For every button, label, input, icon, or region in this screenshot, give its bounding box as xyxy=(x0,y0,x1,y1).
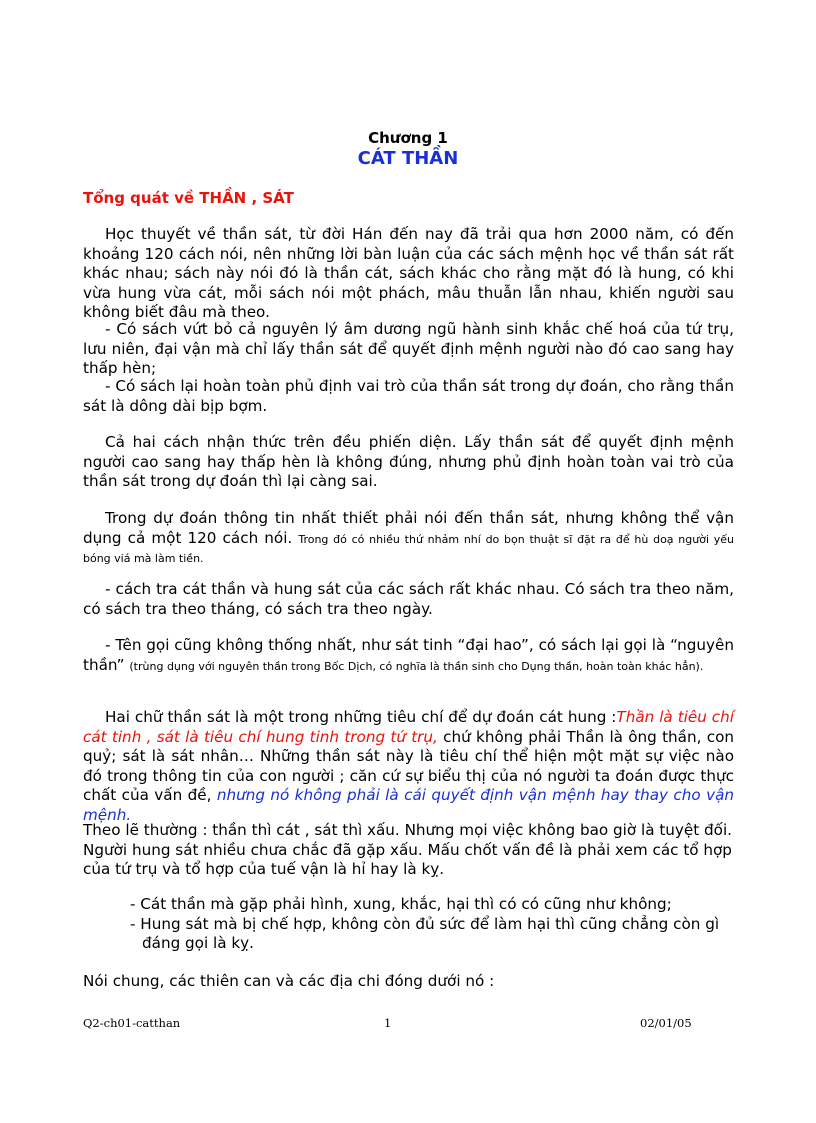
paragraph-4: Cả hai cách nhận thức trên đều phiến diện. Lấy thần sát để quyết định mệnh người cao sang hay thấp hèn là không đúng, nhưng phủ định hoàn toàn vai trò của thần sát trong dự đoán thì lại càng sai. xyxy=(83,433,734,490)
paragraph-8-red-emphasis: Thần là tiêu chí cát tinh , sát là tiêu chí hung tinh trong tứ trụ, xyxy=(83,708,734,746)
footer-filename: Q2-ch01-catthan xyxy=(83,1016,181,1030)
paragraph-7-note: (trùng dụng với nguyên thần trong Bốc Dịch, có nghĩa là thần sinh cho Dụng thần, hoàn toàn khác hẳn). xyxy=(129,659,704,673)
paragraph-9: Theo lẽ thường : thần thì cát , sát thì xấu. Nhưng mọi việc không bao giờ là tuyệt đối. Người hung sát nhiều chưa chắc đã gặp xấu. Mấu chốt vấn đề là phải xem các tổ hợp của tứ trụ và tổ hợp của tuế vận là hỉ hay là kỵ. xyxy=(83,821,733,878)
paragraph-1: Học thuyết về thần sát, từ đời Hán đến nay đã trải qua hơn 2000 năm, có đến khoảng 120 cách nói, nên những lời bàn luận của các sách mệnh học về thần sát rất khác nhau; sách này nói đó là thần cát, sách khác cho rằng mặt đó là hung, có khi vừa hung vừa cát, mỗi sách nói một phách, mâu thuẫn lẫn nhau, khiến người sau không biết đâu mà theo. xyxy=(83,225,734,321)
paragraph-8-text-a: Hai chữ thần sát là một trong những tiêu chí để dự đoán cát hung : xyxy=(105,708,617,726)
paragraph-7-main: - Tên gọi cũng không thống nhất, như sát tinh “đại hao”, có sách lại gọi là “nguyên thần” xyxy=(83,636,734,674)
paragraph-5-main: Trong dự đoán thông tin nhất thiết phải nói đến thần sát, nhưng không thể vận dụng cả một 120 cách nói. xyxy=(83,509,734,547)
paragraph-5-note: Trong đó có nhiều thứ nhảm nhí do bọn thuật sĩ đặt ra để hù doạ người yếu bóng viá mà làm tiền. xyxy=(83,532,735,565)
paragraph-8-blue-emphasis: nhưng nó không phải là cái quyết định vận mệnh hay thay cho vận mệnh. xyxy=(83,786,735,824)
paragraph-7 xyxy=(83,636,734,675)
paragraph-8 xyxy=(83,708,734,825)
paragraph-2: - Có sách vứt bỏ cả nguyên lý âm dương ngũ hành sinh khắc chế hoá của tứ trụ, lưu niên, đại vận mà chỉ lấy thần sát để quyết định mệnh người nào đó cao sang hay thấp hèn; xyxy=(83,320,734,377)
paragraph-10: Nói chung, các thiên can và các địa chi đóng dưới nó : xyxy=(83,972,495,990)
footer-date: 02/01/05 xyxy=(640,1016,692,1030)
paragraph-5 xyxy=(83,509,734,568)
paragraph-6: - cách tra cát thần và hung sát của các sách rất khác nhau. Có sách tra theo năm, có sách tra theo tháng, có sách tra theo ngày. xyxy=(83,580,734,618)
chapter-label: Chương 1 xyxy=(368,129,448,147)
section-heading: Tổng quát về THẦN , SÁT xyxy=(83,189,294,207)
footer-page-number: 1 xyxy=(384,1016,392,1030)
rule-list xyxy=(130,895,734,954)
list-item: - Cát thần mà gặp phải hình, xung, khắc, hại thì có có cũng như không; xyxy=(130,895,672,913)
list-item: - Hung sát mà bị chế hợp, không còn đủ sức để làm hại thì cũng chẳng còn gì đáng gọi là kỵ. xyxy=(130,914,720,952)
paragraph-3: - Có sách lại hoàn toàn phủ định vai trò của thần sát trong dự đoán, cho rằng thần sát là dông dài bịp bợm. xyxy=(83,377,734,415)
paragraph-8-text-b: chứ không phải Thần là ông thần, con quỷ; sát là sát nhân… Những thần sát này là tiêu chí thể hiện một mặt sự việc nào đó trong thông tin của con người ; căn cứ sự biểu thị của nó người ta đoán được thực chất của vấn đề, xyxy=(83,727,734,804)
chapter-title: CÁT THẦN xyxy=(357,148,459,169)
